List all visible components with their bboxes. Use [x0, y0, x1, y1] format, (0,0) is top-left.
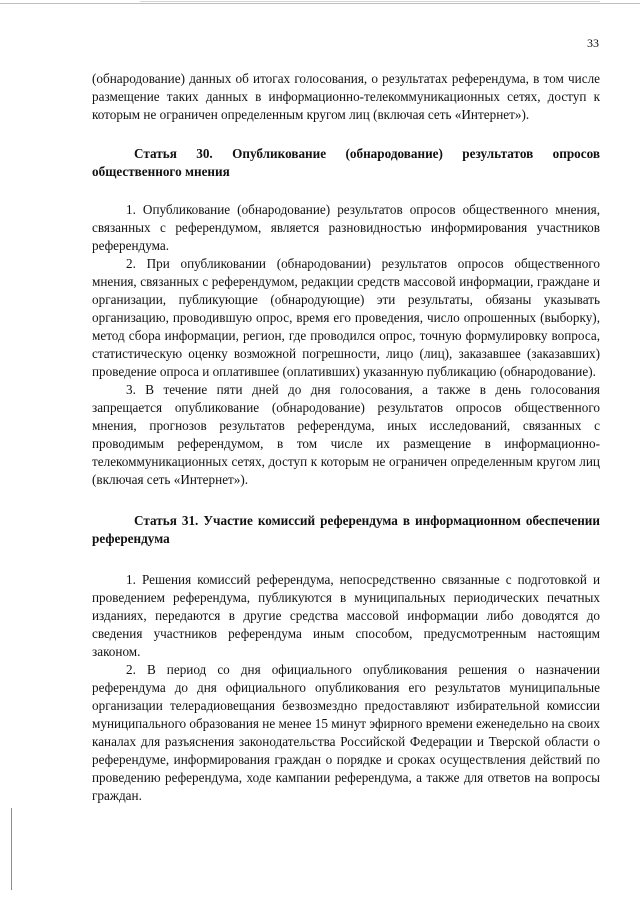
article-30-paragraph-1: 1. Опубликование (обнародование) результатов опросов общественного мнения, связанных с референдумом, является разновидностью информирования участников референдума.	[92, 202, 600, 253]
article-31-paragraph-2: 2. В период со дня официального опубликования решения о назначении референдума до дня официального опубликования его результатов муниципальные организации телерадиовещания безвозмездно предоставляют избирательной комиссии муниципального образования не менее 15 минут эфирного времени еженедельно на своих каналах для разъяснения законодательства Российской Федерации и Тверской области о референдуме, информирования граждан о порядке и сроках осуществления действий по проведению референдума, ходе кампании референдума, а также для ответов на вопросы граждан.	[92, 662, 600, 803]
article-31-heading: Статья 31. Участие комиссий референдума в информационном обеспечении референдума	[92, 513, 600, 546]
article-31-paragraph-1: 1. Решения комиссий референдума, непосредственно связанные с подготовкой и проведением референдума, публикуются в муниципальных периодических печатных изданиях, передаются в другие средства массовой информации либо доводятся до сведения участников референдума иным способом, предусмотренным настоящим законом.	[92, 572, 600, 659]
document-body	[92, 70, 600, 805]
scan-top-edge-line-faint	[140, 1, 600, 2]
scan-top-edge-line	[0, 3, 640, 4]
article-30-heading: Статья 30. Опубликование (обнародование) результатов опросов общественного мнения	[92, 146, 600, 179]
article-30-paragraph-3: 3. В течение пяти дней до дня голосования, а также в день голосования запрещается опубликование (обнародование) результатов опросов общественного мнения, прогнозов результатов референдума, иных исследований, связанных с проводимым референдумом, в том числе их размещение в информационно-телекоммуникационных сетях, доступ к которым не ограничен определенным кругом лиц (включая сеть «Интернет»).	[92, 382, 600, 487]
intro-paragraph: (обнародование) данных об итогах голосования, о результатах референдума, в том числе размещение таких данных в информационно-телекоммуникационных сетях, доступ к которым не ограничен определенным кругом лиц (включая сеть «Интернет»).	[92, 71, 600, 122]
scan-left-margin-line	[11, 808, 12, 890]
article-30-paragraph-2: 2. При опубликовании (обнародовании) результатов опросов общественного мнения, связанных с референдумом, редакции средств массовой информации, граждане и организации, публикующие (обнародующие) эти результаты, обязаны указывать организацию, проводившую опрос, время его проведения, число опрошенных (выборку), метод сбора информации, регион, где проводился опрос, точную формулировку вопроса, статистическую оценку возможной погрешности, лицо (лиц), заказавшее (заказавших) проведение опроса и оплатившее (оплативших) указанную публикацию (обнародование).	[92, 256, 600, 379]
page-number: 33	[587, 36, 599, 50]
